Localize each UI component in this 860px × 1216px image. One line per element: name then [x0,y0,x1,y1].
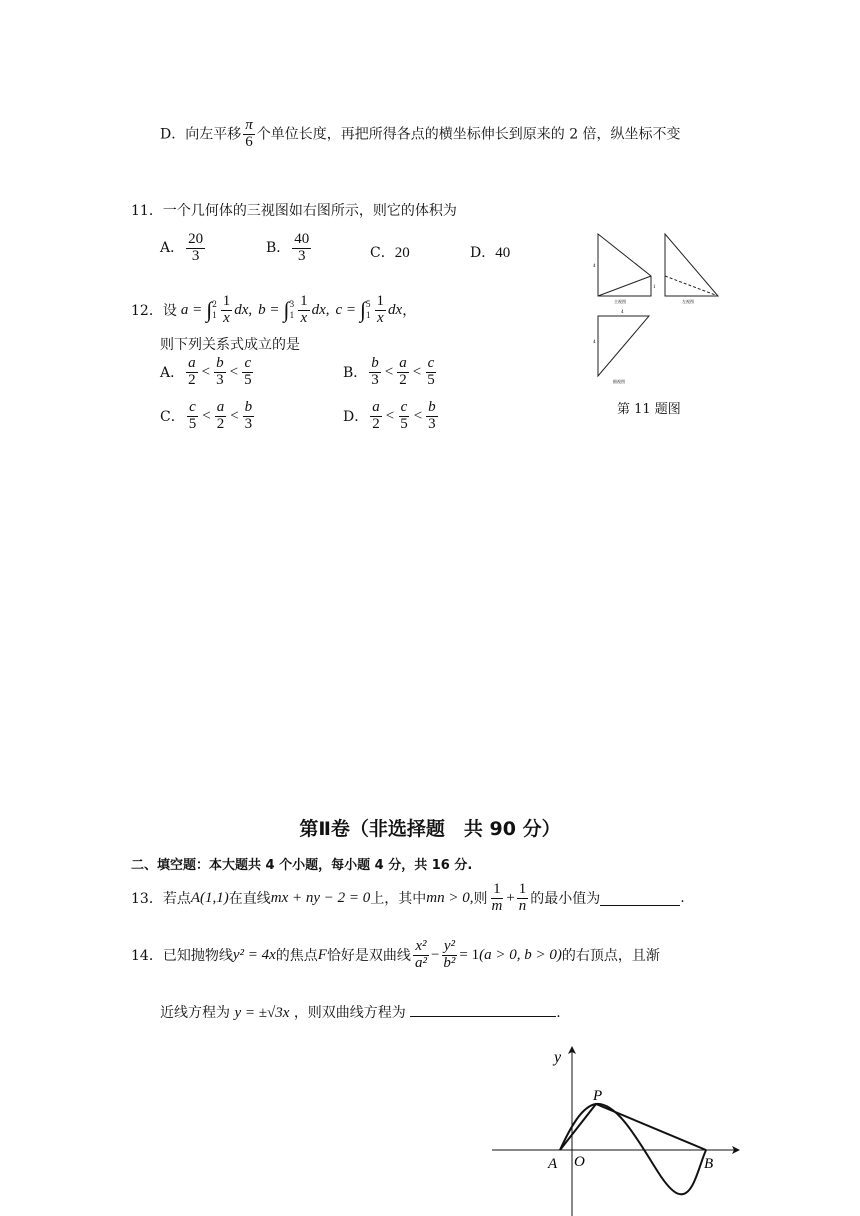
q12-option-fraction: $\frac{c}{5}$ [400,399,408,432]
point-p-label: P [593,1088,603,1104]
q11-b-frac [292,232,311,265]
q12-integral-a: a = ∫ 2 1 $\frac{1}{x}$ dx , [180,292,253,326]
q12-option-fraction: $\frac{b}{3}$ [216,355,224,388]
q12-stem-suffix: ， [402,303,417,319]
q12-integral-definitions [177,294,402,327]
q11-figure-caption: 第 11 题图 [617,402,681,417]
q12-option-fraction: $\frac{c}{5}$ [188,399,197,432]
q14-parabola: y² = 4x [232,946,276,963]
q14-number: 14． [131,948,163,964]
q12-option-fraction: $\frac{a}{2}$ [372,399,380,432]
point-a-label: A [548,1156,558,1172]
q11-three-view-figure [588,226,728,386]
q13-text-5: 的最小值为 [530,891,601,907]
q12-number: 12． [131,303,163,319]
q11-b-label: B． [266,240,291,257]
q14-text-5: 近线方程为 [160,1005,230,1021]
q12-option-fraction: $\frac{c}{5}$ [244,355,252,388]
q11-stem-text: 一个几何体的三视图如右图所示，则它的体积为 [162,203,457,219]
q14-hyperbola-condition: (a > 0, b > 0) [479,946,562,963]
q13-text-4: 则 [473,891,488,907]
q12-option-fraction: $\frac{b}{3}$ [371,355,379,388]
side-caption: 左视图 [682,299,694,304]
front-caption: 主视图 [614,299,626,304]
q12-option-fraction: $\frac{a}{2}$ [188,355,196,388]
q10-d-fraction [243,118,255,151]
q12-line2: 则下列关系式成立的是 [160,337,300,353]
q11-option-a [160,232,207,265]
triangle-apb [560,1104,706,1150]
q12-option-fraction: $\frac{a}{2}$ [399,355,407,388]
q14-answer-blank[interactable] [410,1002,556,1017]
q12-stem-prefix: 设 [162,303,177,319]
front-side-label: 4 [593,264,596,269]
part2-section-heading: 二、填空题：本大题共 4 个小题，每小题 4 分，共 16 分. [131,858,473,873]
q11-d-label: D． [470,245,496,261]
q13-point: A(1,1) [190,889,229,906]
q10-d-before: 向左平移 [185,126,242,143]
q14-line1: 14． 已知抛物线 y² = 4x 的焦点 F 恰好是双曲线 $\frac{\text{x²}}{\text{a²}}$ − $\frac{\text{y²}}{\text{b²}}$ = 1 (a > 0, b > 0) 的右顶点，且渐 [131,937,660,971]
top-view [593,310,649,384]
q10-d-frac-den: 6 [245,133,253,150]
q12-option-label: C． [160,409,185,426]
q13-frac-1: $\frac{1}{m}$ [491,880,503,914]
q13-line-equation: mx + ny − 2 = 0 [270,889,371,906]
top-caption: 俯视图 [613,379,625,384]
q10-d-after: 个单位长度，再把所得各点的横坐标伸长到原来的 2 倍，纵坐标不变 [256,126,681,143]
q11-d-value: 40 [495,245,511,261]
q12-option-fraction: $\frac{b}{3}$ [428,399,436,432]
q11-c-label: C． [370,245,395,261]
q13-number: 13． [131,891,163,907]
q12-option-fraction: $\frac{a}{2}$ [216,399,225,432]
q12-integral-c: c = ∫ 5 1 $\frac{1}{x}$ dx [335,292,403,326]
q13-text-1: 若点 [162,891,191,907]
q13-text-2: 在直线 [228,891,271,907]
q12-option-label: D． [343,409,369,426]
q12-option-fraction: $\frac{c}{5}$ [427,355,435,388]
q14-end: . [556,1005,561,1021]
q12-option-c: C． $\frac{c}{5}$ < $\frac{a}{2}$ < $\frac{b}{3}$ [160,399,253,432]
point-b-label: B [704,1156,714,1172]
q12-option-b: B． $\frac{b}{3}$ < $\frac{a}{2}$ < $\frac{c}{5}$ [343,355,435,388]
q11-c-value: 20 [394,245,410,261]
q14-frac-y: $\frac{\text{y²}}{\text{b²}}$ [443,937,456,971]
q11-a-label: A． [160,240,185,257]
q14-line2 [160,1002,561,1022]
q13-end: . [680,890,685,906]
q11-option-b [266,232,313,265]
y-axis-label: y [554,1049,562,1066]
q12-option-a: A． $\frac{a}{2}$ < $\frac{b}{3}$ < $\frac{c}{5}$ [160,355,252,388]
q14-text-4: 的右顶点，且渐 [561,948,660,964]
q11-a-frac [186,232,205,265]
q11-a-den: 3 [191,247,200,264]
q12-option-label: B． [343,365,368,382]
q10-d-frac-num: π [245,117,253,133]
top-side-label: 4 [593,340,596,345]
q13-condition: mn > 0, [426,889,474,906]
q11-option-d [470,242,510,262]
q14-text-6: ，则双曲线方程为 [293,1005,406,1021]
q11-a-num: 20 [188,231,204,247]
part2-title: 第Ⅱ卷（非选择题 共 90 分） [299,818,561,840]
sine-curve [560,1104,706,1194]
q12-option-d: D． $\frac{a}{2}$ < $\frac{c}{5}$ < $\frac{b}{3}$ [343,399,436,432]
q13-frac-2: $\frac{1}{n}$ [518,880,527,914]
q12-stem [131,290,416,330]
q10-option-d [160,118,681,151]
q14-focus: F [317,946,327,963]
q12-option-label: A． [160,365,185,382]
q14-text-1: 已知抛物线 [162,948,233,964]
q11-option-c [370,242,410,262]
front-view [593,234,656,304]
q12-integral-b: b = ∫ 3 1 $\frac{1}{x}$ dx , [258,292,330,326]
q14-text-3: 恰好是双曲线 [326,948,411,964]
q12-option-fraction: $\frac{b}{3}$ [244,399,253,432]
q10-d-label: D． [160,126,186,143]
q11-number: 11． [131,203,163,219]
q13: 13． 若点 A(1,1) 在直线 mx + ny − 2 = 0 上，其中 mn > 0, 则 $\frac{1}{m}$ + $\frac{1}{n}$ 的最小值为 . [131,880,685,914]
q14-frac-x: $\frac{\text{x²}}{\text{a²}}$ [414,937,427,971]
front-right-label: 1 [653,285,656,290]
q11-b-num: 40 [294,231,310,247]
side-view [665,234,718,304]
q11-b-den: 3 [298,247,306,264]
q11-stem [131,200,457,220]
q14-text-2: 的焦点 [275,948,318,964]
origin-label: O [574,1154,585,1170]
top-width-label: 4 [621,310,624,315]
q13-answer-blank[interactable] [600,891,680,906]
sine-graph-figure [490,1044,750,1216]
q14-asymptote: y = ±√3x [234,1005,290,1021]
q13-text-3: 上，其中 [370,891,427,907]
